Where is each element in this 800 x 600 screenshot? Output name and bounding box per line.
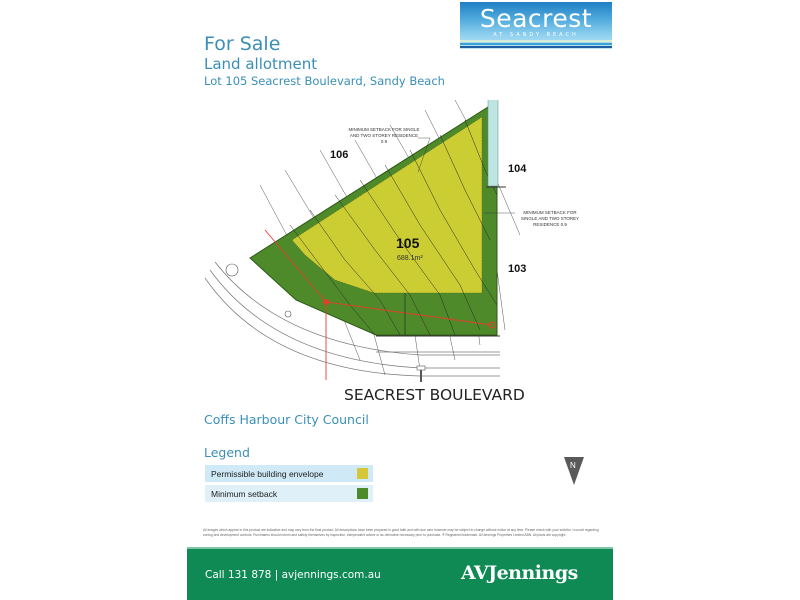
legend-swatch-yellow: [357, 468, 368, 479]
lot-label-103: 103: [508, 263, 527, 275]
north-label: N: [570, 461, 576, 470]
lot-label-105: 105: [396, 235, 420, 251]
logo-stripes: [460, 40, 612, 49]
lot-label-104: 104: [508, 163, 527, 175]
legend-item-building-envelope: [205, 465, 373, 482]
lot-address: Lot 105 Seacrest Boulevard, Sandy Beach: [204, 74, 445, 88]
street-name: SEACREST BOULEVARD: [344, 386, 525, 404]
setback-note-right: MINIMUM SETBACK FOR SINGLE AND TWO STOREY RESIDENCE 0.9: [520, 210, 580, 227]
setback-note-top: MINIMUM SETBACK FOR SINGLE AND TWO STOREY RESIDENCE 0.9: [348, 127, 420, 144]
legend-label: Permissible building envelope: [211, 468, 324, 479]
legend-item-minimum-setback: [205, 485, 373, 502]
legend-label: Minimum setback: [211, 488, 278, 499]
lot-label-106: 106: [330, 149, 349, 161]
lot-area: 688.1m²: [397, 255, 423, 262]
page-subtitle: Land allotment: [204, 55, 318, 73]
footer-contact: Call 131 878 | avjennings.com.au: [205, 569, 381, 581]
avjennings-logo: AVJennings: [461, 562, 578, 584]
seacrest-logo: [460, 2, 612, 49]
legend-swatch-green: [357, 488, 368, 499]
disclaimer-text: All images which appear in this product are indicative and may vary from the final product. All descriptions have been prepared in good faith and with due care however may be subject to change without notice at any time. Please check with your solicitor / council regarding zoning and development controls. Purchasers should inform and satisfy themselves by inspection, independent advice or as otherwise necessary prior to purchase. ® Registered trademark. AVJennings Properties Limited ABN. All plans are copyright.: [203, 528, 599, 537]
logo-wordmark: Seacrest: [479, 4, 593, 33]
council-name: Coffs Harbour City Council: [204, 412, 369, 427]
legend-title: Legend: [204, 445, 250, 460]
page-title: For Sale: [204, 33, 281, 55]
logo-tagline: AT SANDY BEACH: [493, 32, 579, 38]
